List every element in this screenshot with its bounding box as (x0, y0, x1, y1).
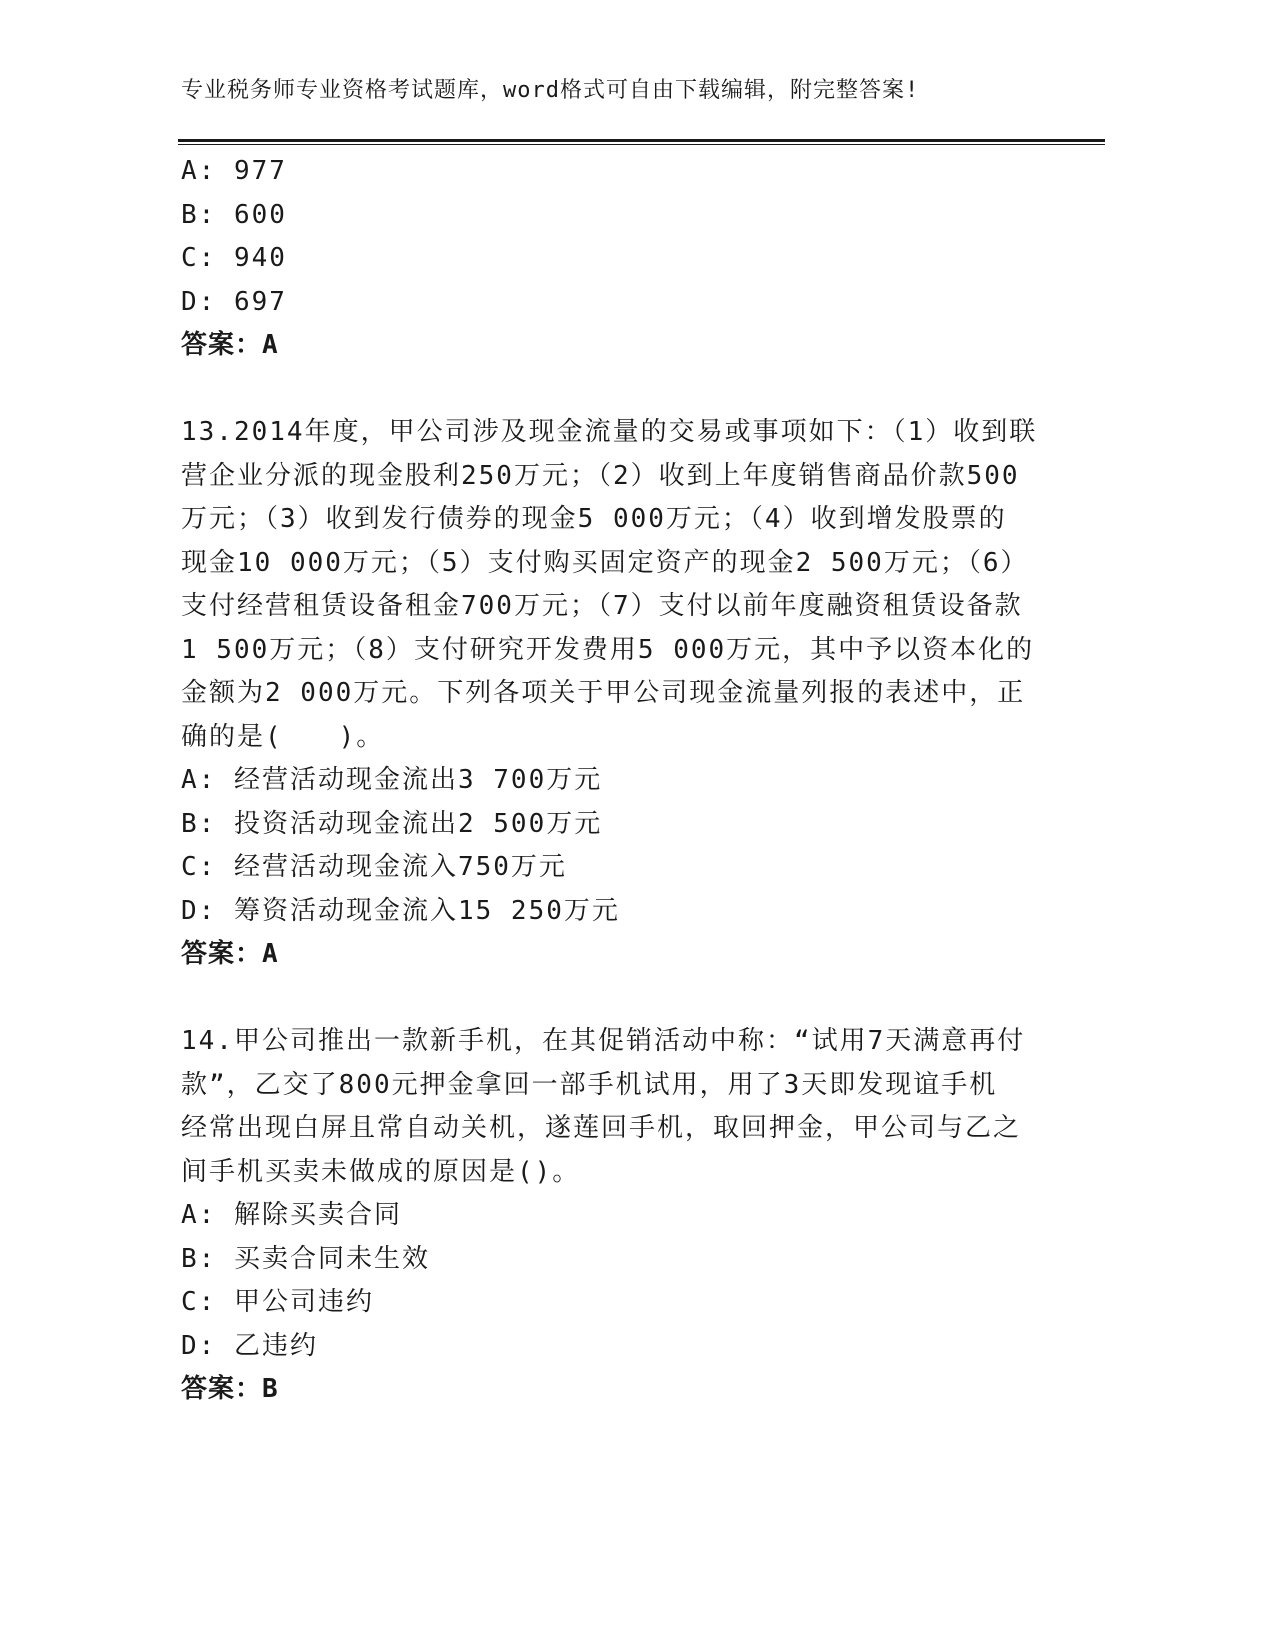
option-d: D: 筹资活动现金流入15 250万元 (181, 895, 620, 926)
question-14-line: 款”，乙交了800元押金拿回一部手机试用，用了3天即发现谊手机 (181, 1069, 998, 1100)
option-b: B: 买卖合同未生效 (181, 1243, 430, 1274)
prev-question-options (181, 150, 1031, 324)
option-b: B: 600 (181, 199, 287, 230)
question-14-answer: 答案：B (181, 1374, 279, 1404)
document-body (181, 150, 1038, 1412)
question-13-line: 现金10 000万元；（5）支付购买固定资产的现金2 500万元；（6） (181, 547, 1029, 578)
question-13-line: 1 500万元；（8）支付研究开发费用5 000万元，其中予以资本化的 (181, 634, 1035, 665)
header-divider (178, 139, 1105, 142)
option-c: C: 经营活动现金流入750万元 (181, 852, 567, 882)
option-b: B: 投资活动现金流出2 500万元 (181, 808, 603, 839)
question-14-line: 间手机买卖未做成的原因是()。 (181, 1156, 581, 1187)
option-c: C: 940 (181, 243, 287, 273)
spacer (181, 368, 1031, 412)
question-13 (181, 411, 1038, 977)
question-14-line: 经常出现白屏且常自动关机，遂莲回手机，取回押金，甲公司与乙之 (181, 1113, 1022, 1143)
spacer (181, 977, 1031, 1021)
option-c: C: 甲公司违约 (181, 1287, 374, 1317)
question-13-line: 13.2014年度，甲公司涉及现金流量的交易或事项如下：（1）收到联 (181, 417, 1038, 447)
option-a: A: 经营活动现金流出3 700万元 (181, 765, 603, 795)
page-header-title: 专业税务师专业资格考试题库，word格式可自由下载编辑，附完整答案! (181, 78, 920, 103)
question-13-line: 确的是( )。 (181, 721, 385, 752)
question-13-line: 营企业分派的现金股利250万元；（2）收到上年度销售商品价款500 (181, 460, 1020, 491)
question-14 (181, 1020, 1031, 1412)
header-divider-thin (178, 144, 1105, 145)
prev-question-answer: 答案：A (181, 330, 279, 360)
option-d: D: 697 (181, 286, 287, 317)
question-14-line: 14.甲公司推出一款新手机，在其促销活动中称：“试用7天满意再付 (181, 1026, 1026, 1056)
question-13-line: 支付经营租赁设备租金700万元；（7）支付以前年度融资租赁设备款 (181, 591, 1023, 621)
question-13-answer: 答案：A (181, 939, 279, 969)
question-13-line: 万元；（3）收到发行债券的现金5 000万元；（4）收到增发股票的 (181, 504, 1007, 534)
question-13-line: 金额为2 000万元。下列各项关于甲公司现金流量列报的表述中，正 (181, 678, 1026, 708)
option-a: A: 977 (181, 156, 287, 186)
option-a: A: 解除买卖合同 (181, 1200, 402, 1230)
option-d: D: 乙违约 (181, 1330, 318, 1361)
